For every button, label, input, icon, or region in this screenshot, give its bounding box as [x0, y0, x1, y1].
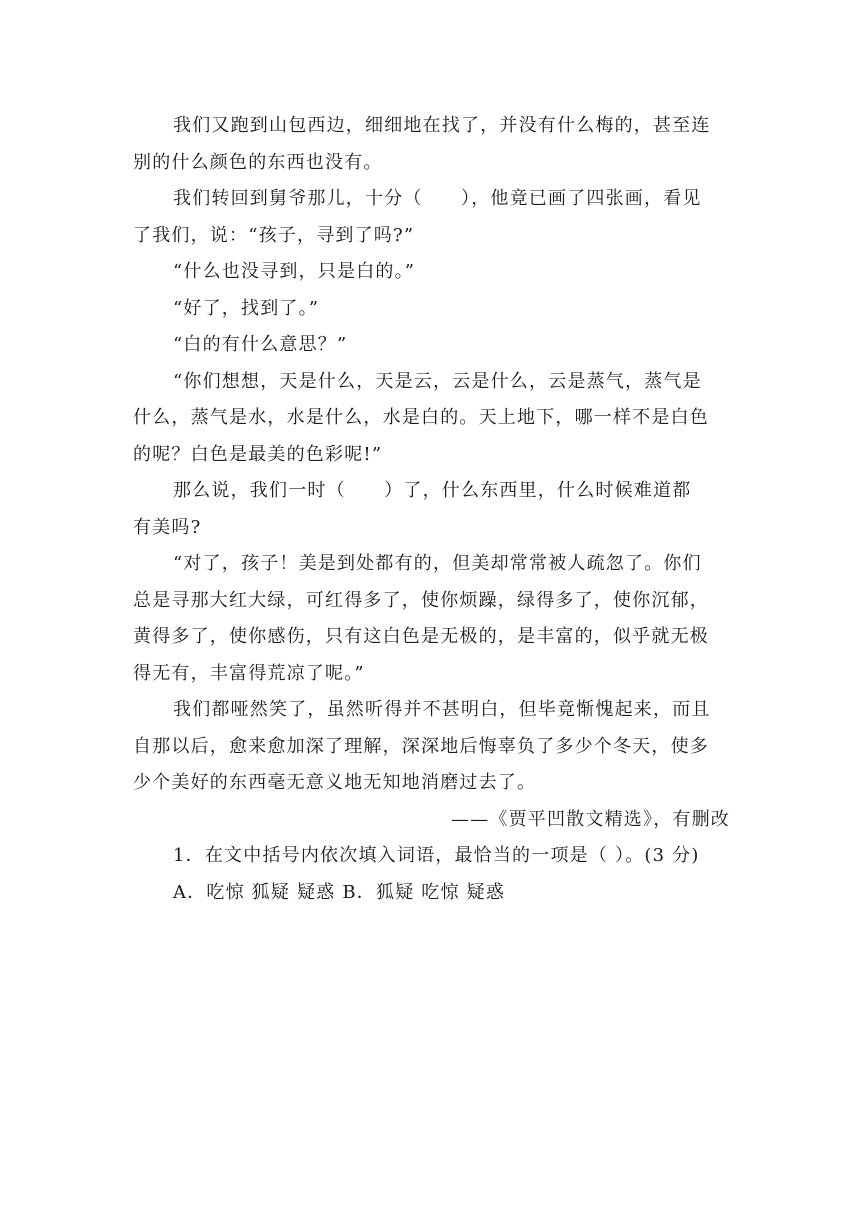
paragraph-line: 少个美好的东西毫无意义地无知地消磨过去了。 [133, 772, 537, 793]
paragraph-3 [133, 254, 730, 291]
paragraph-line: 的呢？白色是最美的色彩呢!” [133, 443, 383, 465]
paragraph-line: 得无有，丰富得荒凉了呢。” [133, 662, 365, 684]
question-1-stem: 1．在文中括号内依次填入词语，最恰当的一项是（ ）。(3 分) [173, 845, 700, 866]
paragraph-line: 我们又跑到山包西边，细细地在找了，并没有什么梅的，甚至连 [173, 115, 711, 136]
paragraph-line: 我们转回到舅爷那儿，十分（ ），他竟已画了四张画，看见 [173, 188, 702, 209]
paragraph-line: 有美吗? [133, 516, 202, 538]
paragraph-line: 什么，蒸气是水，水是什么，水是白的。天上地下，哪一样不是白色 [133, 407, 709, 428]
paragraph-7 [133, 473, 730, 546]
paragraph-line: 自那以后，愈来愈加深了理解，深深地后悔辜负了多少个冬天，使多 [133, 735, 709, 757]
paragraph-line: “白的有什么意思？” [173, 334, 348, 355]
paragraph-9 [133, 692, 730, 802]
paragraph-2 [133, 181, 730, 254]
paragraph-8 [133, 546, 730, 692]
paragraph-line: “你们想想，天是什么，天是云，云是什么，云是蒸气，蒸气是 [173, 370, 702, 392]
paragraph-line: “对了，孩子！美是到处都有的，但美却常常被人疏忽了。你们 [173, 553, 702, 574]
paragraph-6 [133, 364, 730, 474]
paragraph-line: 黄得多了，使你感伤，只有这白色是无极的，是丰富的，似乎就无极 [133, 626, 709, 647]
paragraph-5 [133, 327, 730, 364]
source-attribution: ——《贾平凹散文精选》，有删改 [451, 808, 730, 830]
document-page [133, 108, 730, 911]
paragraph-line: 别的什么颜色的东西也没有。 [133, 151, 383, 173]
paragraph-4 [133, 291, 730, 328]
paragraph-line: “什么也没寻到，只是白的。” [173, 261, 416, 282]
paragraph-line: 那么说，我们一时（ ）了，什么东西里，什么时候难道都 [173, 480, 692, 501]
question-1-options: A．吃惊 狐疑 疑惑 B．狐疑 吃惊 疑惑 [173, 881, 506, 903]
paragraph-1 [133, 108, 730, 181]
paragraph-line: “好了，找到了。” [173, 297, 320, 319]
paragraph-line: 我们都哑然笑了，虽然听得并不甚明白，但毕竟惭愧起来，而且 [173, 699, 711, 720]
paragraph-line: 总是寻那大红大绿，可红得多了，使你烦躁，绿得多了，使你沉郁， [133, 589, 709, 611]
paragraph-line: 了我们，说：“孩子，寻到了吗?” [133, 224, 415, 246]
